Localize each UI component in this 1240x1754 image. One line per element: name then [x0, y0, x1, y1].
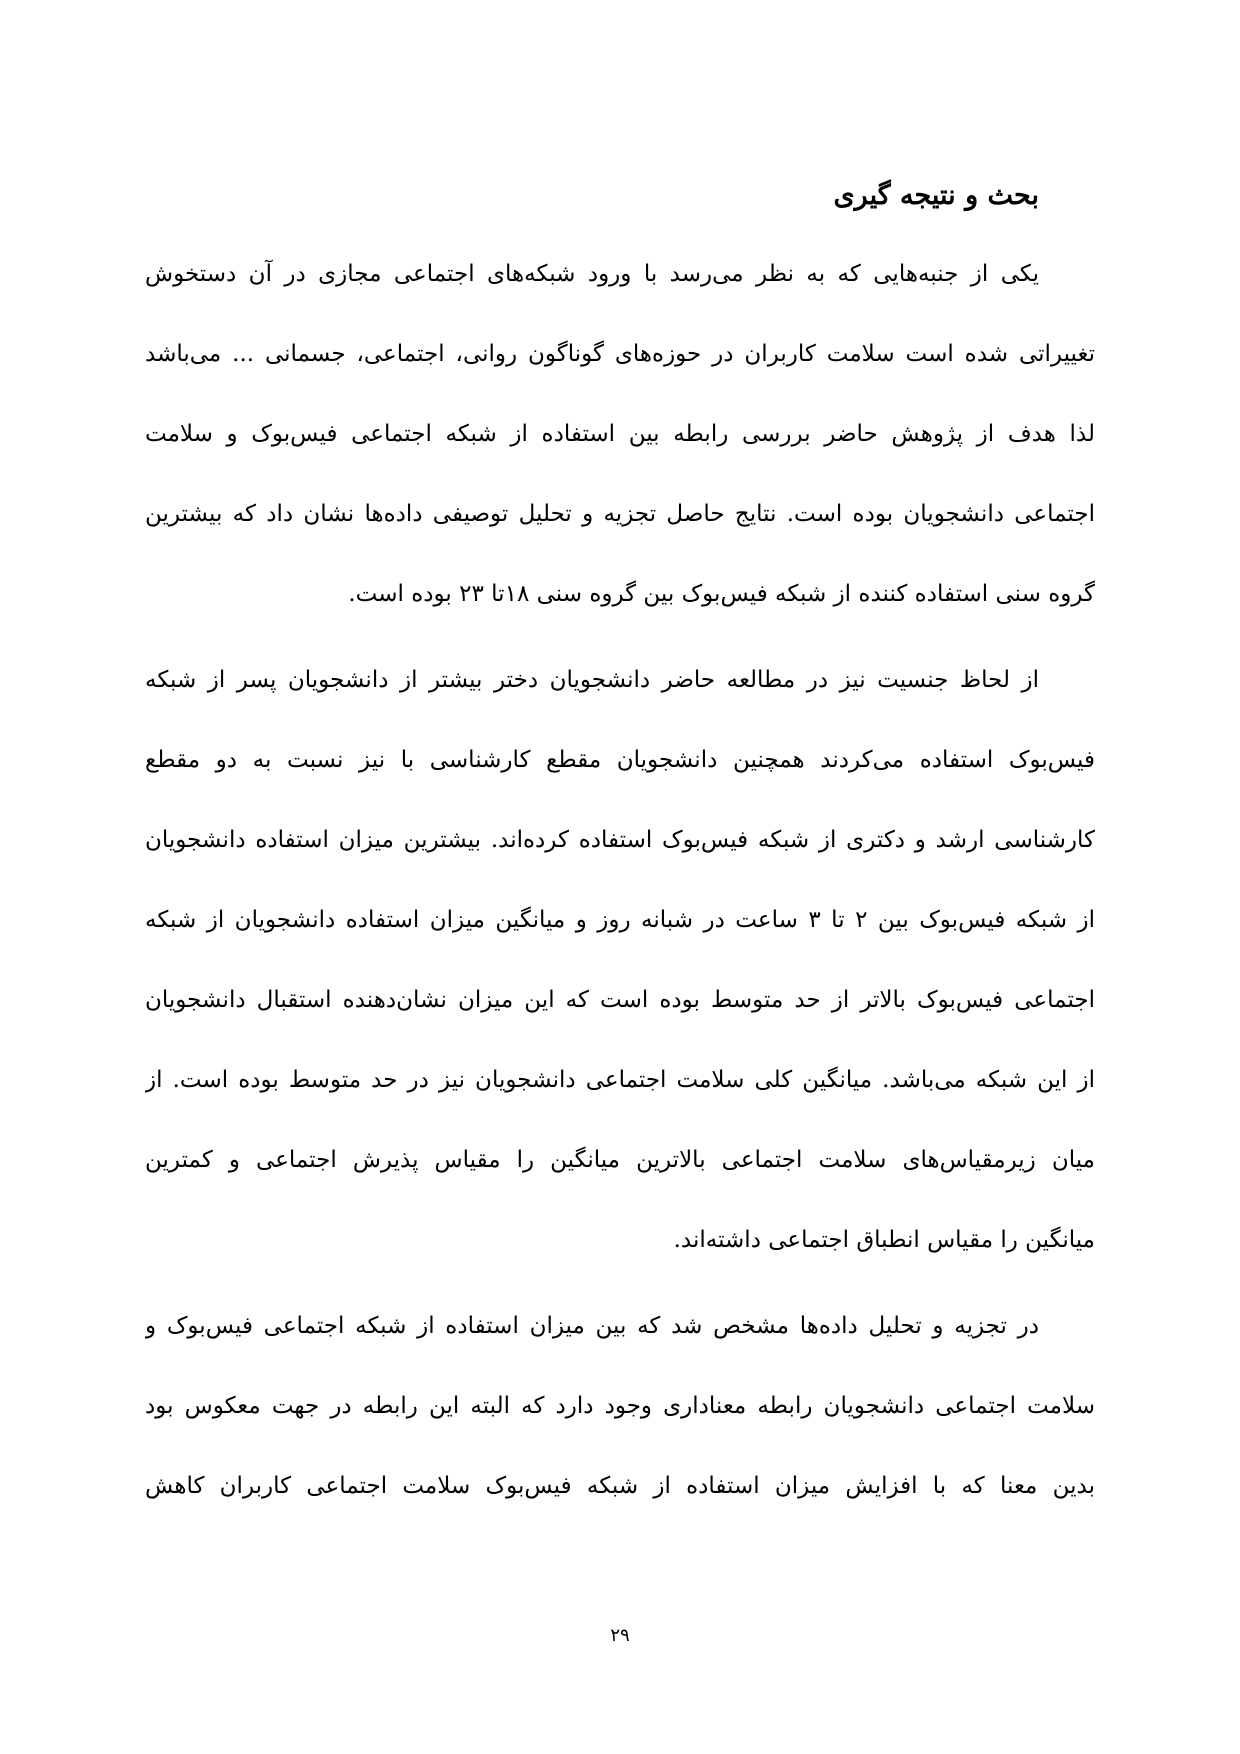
text-line: یکی از جنبه‌هایی که به نظر می‌رسد با ورود شبکه‌های اجتماعی مجازی در آن دستخوش: [145, 261, 1039, 287]
text-line: سلامت اجتماعی دانشجویان رابطه معناداری وجود دارد که البته این رابطه در جهت معکوس بود: [145, 1393, 1095, 1419]
text-line: میان زیرمقیاس‌های سلامت اجتماعی بالاترین میانگین را مقیاس پذیرش اجتماعی و کمترین: [145, 1147, 1095, 1173]
text-line: از این شبکه می‌باشد. میانگین کلی سلامت اجتماعی دانشجویان نیز در حد متوسط بوده است. از: [145, 1067, 1095, 1093]
page-number: ۲۹: [610, 1625, 630, 1646]
text-line: تغییراتی شده است سلامت کاربران در حوزه‌های گوناگون روانی، اجتماعی، جسمانی ... می‌باشد: [145, 341, 1095, 367]
text-line: از لحاظ جنسیت نیز در مطالعه حاضر دانشجویان دختر بیشتر از دانشجویان پسر از شبکه: [145, 667, 1039, 693]
text-line: کارشناسی ارشد و دکتری از شبکه فیس‌بوک استفاده کرده‌اند. بیشترین میزان استفاده دانشجویان: [145, 827, 1095, 853]
text-line: در تجزیه و تحلیل داده‌ها مشخص شد که بین میزان استفاده از شبکه اجتماعی فیس‌بوک و: [145, 1313, 1039, 1339]
text-line: فیس‌بوک استفاده می‌کردند همچنین دانشجویان مقطع کارشناسی با نیز نسبت به دو مقطع: [145, 747, 1095, 773]
text-line: اجتماعی فیس‌بوک بالاتر از حد متوسط بوده است که این میزان نشان‌دهنده استقبال دانشجویان: [145, 987, 1095, 1013]
text-line: اجتماعی دانشجویان بوده است. نتایج حاصل تجزیه و تحلیل توصیفی داده‌ها نشان داد که بیشترین: [145, 501, 1095, 527]
section-heading: بحث و نتیجه گیری: [833, 180, 1039, 211]
text-line: بدین معنا که با افزایش میزان استفاده از شبکه فیس‌بوک سلامت اجتماعی کاربران کاهش: [145, 1473, 1095, 1499]
text-line: لذا هدف از پژوهش حاضر بررسی رابطه بین استفاده از شبکه اجتماعی فیس‌بوک و سلامت: [145, 421, 1095, 447]
body-text: [145, 234, 1095, 1526]
text-line: گروه سنی استفاده کننده از شبکه فیس‌بوک بین گروه سنی ۱۸تا ۲۳ بوده است.: [348, 581, 1095, 607]
text-line: میانگین را مقیاس انطباق اجتماعی داشته‌اند.: [673, 1227, 1095, 1253]
text-line: از شبکه فیس‌بوک بین ۲ تا ۳ ساعت در شبانه روز و میانگین میزان استفاده دانشجویان از شبکه: [145, 907, 1095, 933]
